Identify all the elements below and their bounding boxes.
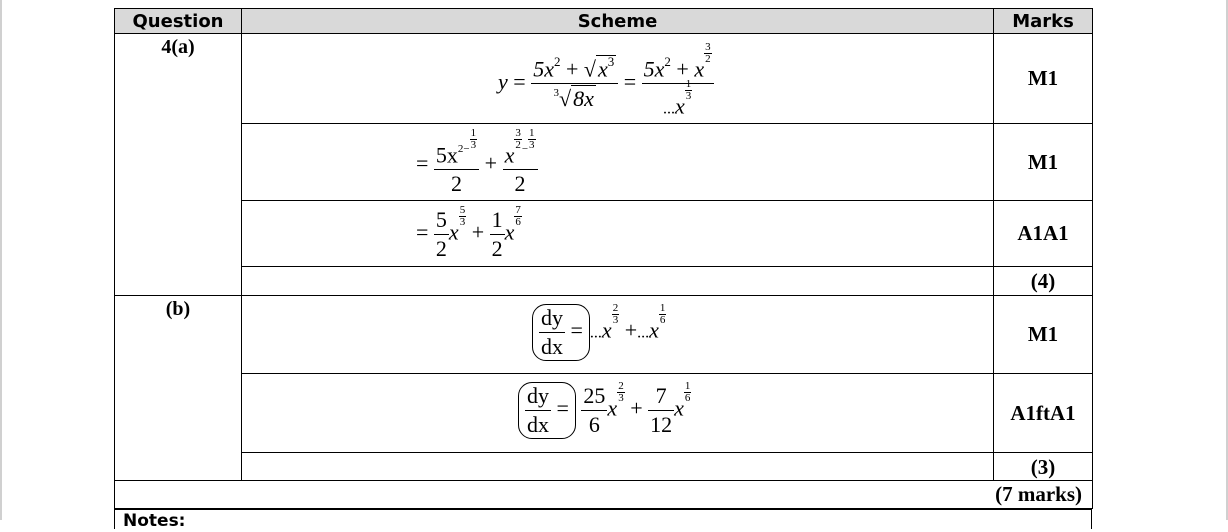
math-symbol: √: [583, 56, 596, 82]
math-symbol: 2: [664, 54, 671, 69]
equation-a3: [416, 204, 522, 262]
math-symbol: ...: [662, 100, 675, 118]
math-symbol: 2: [705, 53, 711, 65]
math-symbol: 7: [515, 204, 521, 217]
math-symbol: 3: [515, 127, 521, 139]
question-label-b: (b): [115, 296, 242, 481]
exponent-fraction: [459, 205, 467, 228]
table-row: [115, 481, 1093, 509]
numerator: 25: [581, 383, 607, 411]
math-symbol: =: [623, 68, 637, 94]
numerator: 5: [434, 207, 449, 235]
total-marks: (7 marks): [115, 481, 1093, 509]
exponent-fraction: [659, 303, 667, 326]
math-symbol: x: [597, 56, 608, 82]
math-symbol: x: [674, 395, 684, 421]
math-symbol: 3: [618, 392, 624, 405]
radicand: 8x: [573, 86, 594, 112]
math-symbol: 3: [470, 139, 477, 151]
fraction: [525, 383, 551, 438]
numerator: 7: [648, 383, 674, 411]
math-symbol: +: [676, 56, 689, 82]
mark-b2: A1ftA1: [994, 374, 1093, 453]
math-symbol: 6: [659, 314, 666, 327]
math-symbol: +: [471, 219, 485, 245]
table-row: [115, 34, 1093, 124]
page-border-left: [0, 0, 2, 520]
exponent-fraction: [685, 79, 693, 102]
math-symbol: 5x: [643, 56, 665, 82]
math-symbol: 3: [459, 216, 466, 229]
fraction: [531, 55, 618, 112]
math-symbol: ...: [589, 324, 602, 342]
math-symbol: +: [630, 395, 643, 421]
denominator: 2: [451, 171, 463, 197]
mark-a3: A1A1: [994, 201, 1093, 267]
math-symbol: 3: [553, 87, 560, 100]
exponent-fraction: [514, 128, 522, 151]
mark-a1: M1: [994, 34, 1093, 124]
fraction: [434, 207, 449, 262]
fraction: [642, 41, 714, 120]
mark-b1: M1: [994, 296, 1093, 374]
denominator: 2: [491, 236, 503, 261]
scheme-b-blank: [242, 453, 994, 481]
math-symbol: √: [559, 86, 572, 112]
table-row: [115, 453, 1093, 481]
scheme-a-blank: [242, 267, 994, 296]
radicand: [596, 55, 616, 82]
math-symbol: =: [556, 395, 569, 421]
exponent-fraction: [470, 128, 478, 151]
math-symbol: 6: [515, 216, 521, 229]
math-symbol: x: [504, 219, 515, 245]
math-symbol: 5: [459, 204, 466, 217]
math-symbol: x: [607, 395, 618, 421]
exponent-fraction: [514, 205, 522, 228]
numerator: 1: [490, 207, 505, 235]
question-label-a: 4(a): [115, 34, 242, 296]
math-symbol: 1: [470, 127, 477, 139]
header-question: Question: [115, 9, 242, 34]
math-symbol: x: [448, 219, 459, 245]
fraction: [503, 127, 538, 197]
mark-a-total: (4): [994, 267, 1093, 296]
exponent-fraction: [704, 42, 712, 65]
equation-b2: [518, 382, 691, 439]
math-symbol: 2: [515, 139, 521, 151]
numerator: [434, 127, 479, 170]
table-row: [115, 296, 1093, 374]
math-symbol: =: [416, 219, 429, 245]
math-symbol: 3: [612, 314, 619, 327]
scheme-b-step1: [242, 296, 994, 374]
derivative-bracket: [532, 304, 590, 361]
header-row: [115, 9, 1093, 34]
fraction: [490, 207, 505, 262]
math-symbol: x: [694, 56, 705, 82]
math-symbol: 2: [612, 302, 619, 315]
exponent-fraction: [684, 381, 692, 404]
math-symbol: 3: [607, 54, 615, 70]
numerator: dy: [525, 383, 551, 411]
denominator: [531, 84, 618, 112]
header-scheme: Scheme: [242, 9, 994, 34]
math-symbol: 2: [553, 54, 561, 70]
math-symbol: +: [565, 56, 579, 82]
math-symbol: y: [498, 68, 508, 94]
notes-heading: Notes:: [114, 509, 1092, 529]
numerator: dy: [539, 305, 565, 333]
exponent-fraction: [612, 303, 620, 326]
table-row: [115, 267, 1093, 296]
denominator: dx: [527, 412, 549, 437]
mark-b-total: (3): [994, 453, 1093, 481]
math-symbol: =: [570, 317, 583, 343]
math-symbol: 2: [618, 380, 624, 393]
denominator: dx: [541, 334, 563, 359]
denominator: 6: [588, 412, 600, 437]
numerator: [531, 55, 618, 84]
math-symbol: 1: [685, 78, 692, 91]
math-symbol: +: [624, 317, 638, 343]
equation-a1: [498, 41, 714, 120]
math-symbol: 2−: [457, 143, 470, 155]
math-symbol: 1: [529, 127, 535, 139]
fraction: [434, 127, 479, 197]
mark-scheme-table: [114, 8, 1093, 509]
denominator: 12: [650, 412, 673, 437]
math-symbol: x: [674, 93, 685, 119]
math-symbol: 6: [684, 392, 691, 405]
math-symbol: x: [601, 317, 612, 343]
math-symbol: =: [513, 68, 526, 94]
math-symbol: 3: [685, 90, 692, 103]
math-symbol: ...: [637, 324, 650, 342]
table-row: [115, 201, 1093, 267]
equation-b1: [532, 304, 666, 361]
equation-a2: [416, 127, 538, 197]
math-symbol: 3: [529, 139, 535, 151]
fraction: [539, 305, 565, 360]
scheme-a-step1: [242, 34, 994, 124]
math-symbol: x: [649, 317, 659, 343]
math-symbol: +: [484, 150, 498, 176]
header-marks: Marks: [994, 9, 1093, 34]
denominator: [642, 78, 714, 119]
table-row: [115, 124, 1093, 201]
math-symbol: 1: [659, 302, 666, 315]
math-symbol: =: [416, 150, 429, 176]
derivative-bracket: [518, 382, 576, 439]
table-row: [115, 374, 1093, 453]
denominator: 2: [514, 171, 526, 197]
scheme-a-step3: [242, 201, 994, 267]
numerator: [642, 41, 714, 84]
numerator: [503, 127, 538, 170]
exponent-fraction: [617, 381, 625, 404]
exponent-fraction: [528, 128, 536, 151]
scheme-a-step2: [242, 124, 994, 201]
math-symbol: −: [521, 143, 529, 155]
fraction: [648, 383, 674, 438]
math-symbol: 3: [705, 41, 711, 53]
scheme-b-step2: [242, 374, 994, 453]
mark-a2: M1: [994, 124, 1093, 201]
math-symbol: 5x: [435, 142, 458, 168]
math-symbol: 5x: [533, 56, 554, 82]
denominator: 2: [435, 236, 447, 261]
fraction: [581, 383, 607, 438]
math-symbol: x: [504, 142, 515, 168]
math-symbol: 1: [684, 380, 691, 393]
